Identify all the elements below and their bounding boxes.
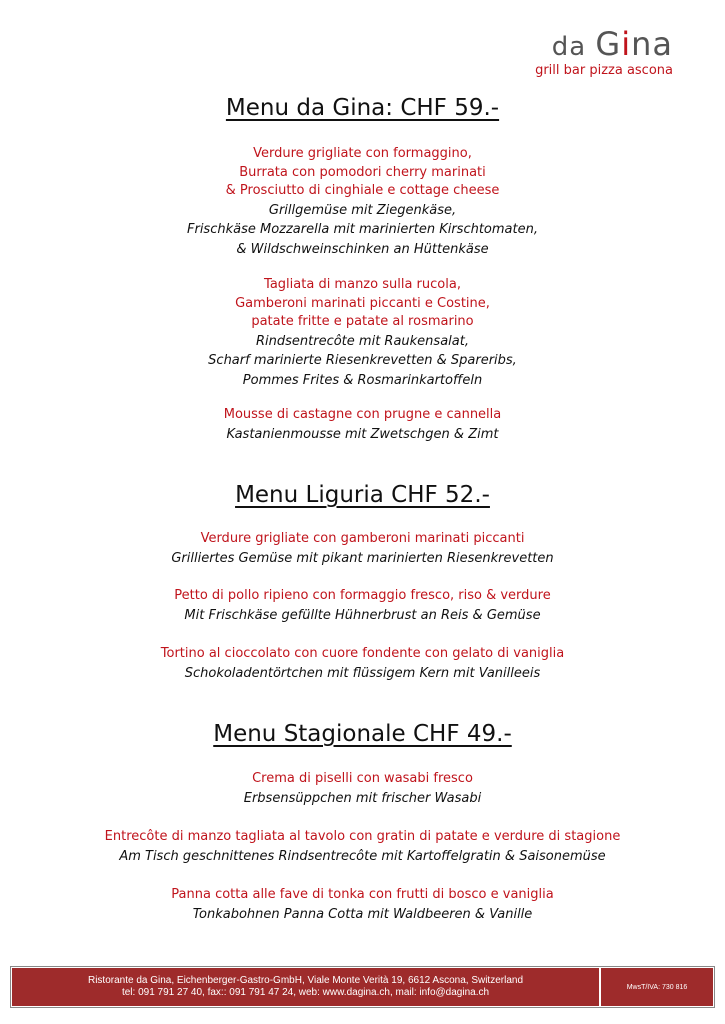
logo-name-highlight: i <box>621 25 632 63</box>
menu-course <box>0 645 725 683</box>
course-german-line: Kastanienmousse mit Zwetschgen & Zimt <box>226 426 499 442</box>
course-german-line: Pommes Frites & Rosmarinkartoffeln <box>242 372 483 388</box>
footer-vat: MwsT/IVA: 730 816 <box>601 968 713 1006</box>
course-italian-line: Panna cotta alle fave di tonka con frutti di bosco e vaniglia <box>171 887 554 902</box>
course-german-line: Frischkäse Mozzarella mit marinierten Kirschtomaten, <box>187 222 538 237</box>
course-italian-line: & Prosciutto di cinghiale e cottage cheese <box>225 183 500 198</box>
menu-course <box>0 276 725 390</box>
menu-title-da-gina: Menu da Gina: CHF 59.- <box>225 95 500 121</box>
course-german-line: Am Tisch geschnittenes Rindsentrecôte mit Kartoffelgratin & Saisonemüse <box>119 848 606 864</box>
menu-course <box>0 530 725 568</box>
menu-course <box>0 145 725 259</box>
menu-course <box>0 406 725 444</box>
course-german-line: Mit Frischkäse gefüllte Hühnerbrust an Reis & Gemüse <box>184 607 541 623</box>
footer <box>10 966 715 1008</box>
course-italian-line: Petto di pollo ripieno con formaggio fresco, riso & verdure <box>174 588 551 603</box>
course-italian-line: Crema di piselli con wasabi fresco <box>252 771 473 786</box>
course-german-line: Scharf marinierte Riesenkrevetten & Spareribs, <box>208 353 517 368</box>
course-italian-line: Gamberoni marinati piccanti e Costine, <box>235 295 490 311</box>
course-italian-line: Tagliata di manzo sulla rucola, <box>264 277 461 292</box>
course-german-line: Schokoladentörtchen mit flüssigem Kern mit Vanilleeis <box>184 665 541 681</box>
course-italian-line: Entrecôte di manzo tagliata al tavolo con gratin di patate e verdure di stagione <box>104 829 621 844</box>
logo-name-start: G <box>595 25 622 63</box>
course-german-line: Grillgemüse mit Ziegenkäse, <box>268 202 457 218</box>
course-italian-line: Mousse di castagne con prugne e cannella <box>223 407 502 422</box>
course-german-line: & Wildschweinschinken an Hüttenkäse <box>236 241 489 257</box>
footer-address-line: Ristorante da Gina, Eichenberger-Gastro-GmbH, Viale Monte Verità 19, 6612 Ascona, Switzerland <box>87 975 524 986</box>
course-italian-line: Burrata con pomodori cherry marinati <box>239 164 486 180</box>
course-italian-line: Tortino al cioccolato con cuore fondente con gelato di vaniglia <box>160 646 565 661</box>
course-italian-line: Verdure grigliate con gamberoni marinati piccanti <box>200 531 525 546</box>
menu-course <box>0 770 725 808</box>
menu-course <box>0 828 725 866</box>
logo-tagline: grill bar pizza ascona <box>535 63 673 78</box>
menu-title-stagionale: Menu Stagionale CHF 49.- <box>213 721 512 747</box>
course-italian-line: Verdure grigliate con formaggino, <box>253 146 472 161</box>
menu-title-liguria: Menu Liguria CHF 52.- <box>235 482 490 508</box>
menu-course <box>0 587 725 625</box>
logo-name-end: na <box>631 25 673 63</box>
footer-contact-line: tel: 091 791 27 40, fax:: 091 791 47 24, web: www.dagina.ch, mail: info@dagina.ch <box>121 987 490 998</box>
logo <box>535 26 673 78</box>
course-italian-line: patate fritte e patate al rosmarino <box>251 314 474 329</box>
course-german-line: Grilliertes Gemüse mit pikant marinierten Riesenkrevetten <box>171 550 554 566</box>
menu-course <box>0 886 725 924</box>
course-german-line: Erbsensüppchen mit frischer Wasabi <box>243 790 482 806</box>
course-german-line: Tonkabohnen Panna Cotta mit Waldbeeren & Vanille <box>192 906 533 922</box>
logo-prefix: da <box>551 32 596 62</box>
footer-address <box>12 968 599 1006</box>
course-german-line: Rindsentrecôte mit Raukensalat, <box>256 333 469 349</box>
